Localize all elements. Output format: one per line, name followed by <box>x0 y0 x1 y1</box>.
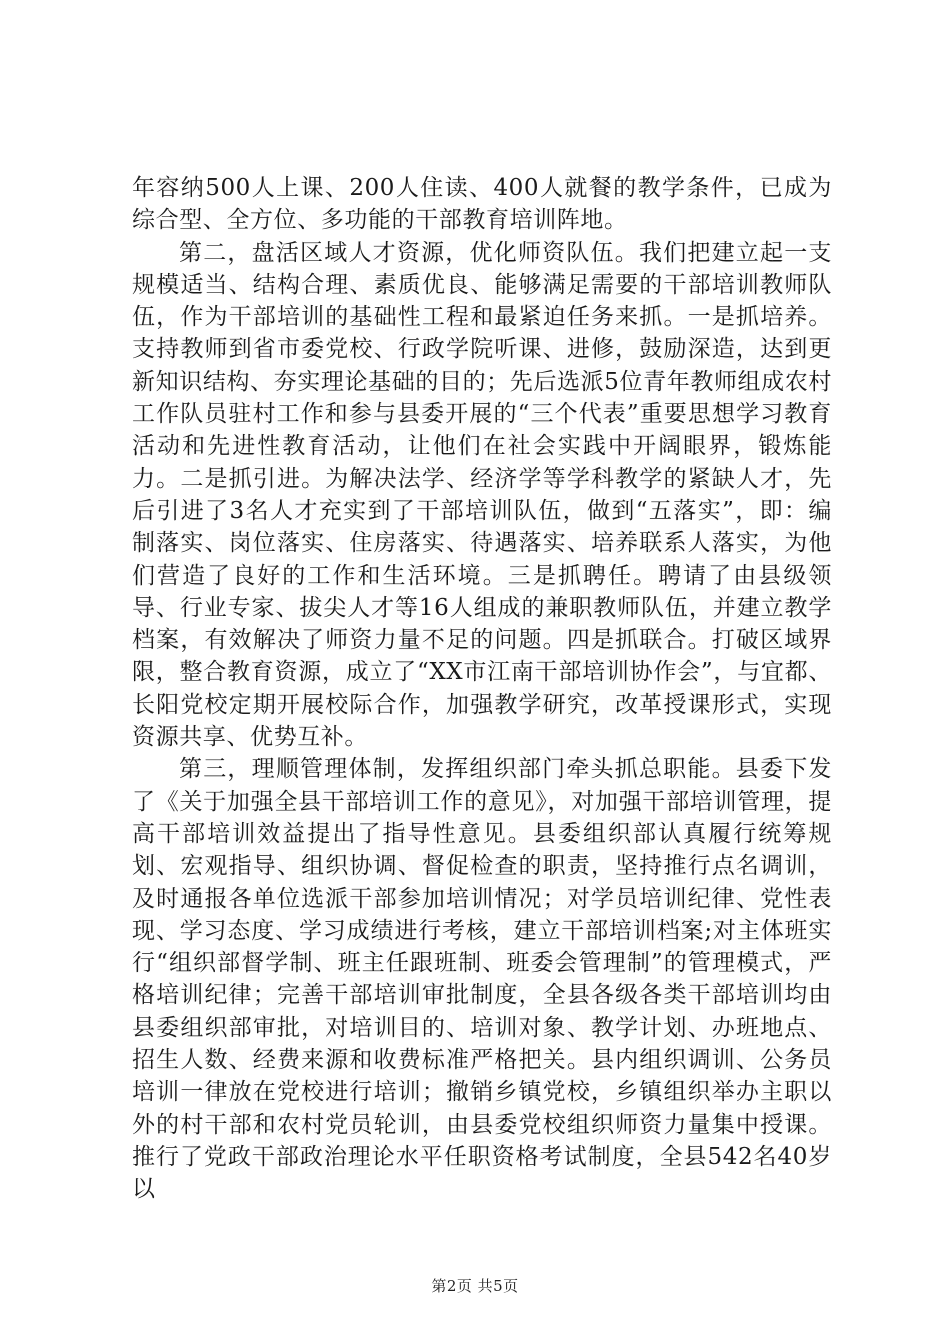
paragraph-third-point: 第三，理顺管理体制，发挥组织部门牵头抓总职能。县委下发了《关于加强全县干部培训工作的意见》，对加强干部培训管理，提高干部培训效益提出了指导性意见。县委组织部认真履行统筹规划、宏观指导、组织协调、督促检查的职责，坚持推行点名调训，及时通报各单位选派干部参加培训情况；对学员培训纪律、党性表现、学习态度、学习成绩进行考核，建立干部培训档案;对主体班实行“组织部督学制、班主任跟班制、班委会管理制”的管理模式，严格培训纪律；完善干部培训审批制度，全县各级各类干部培训均由县委组织部审批，对培训目的、培训对象、教学计划、办班地点、招生人数、经费来源和收费标准严格把关。县内组织调训、公务员培训一律放在党校进行培训；撤销乡镇党校，乡镇组织举办主职以外的村干部和农村党员轮训，由县委党校组织师资力量集中授课。推行了党政干部政治理论水平任职资格考试制度，全县542名40岁以 <box>132 756 832 1203</box>
page-number-footer: 第2页 共5页 <box>431 1277 519 1295</box>
document-body <box>132 172 832 1206</box>
paragraph-continuation: 年容纳500人上课、200人住读、400人就餐的教学条件，已成为综合型、全方位、多功能的干部教育培训阵地。 <box>132 175 832 234</box>
paragraph-second-point: 第二，盘活区域人才资源，优化师资队伍。我们把建立起一支规模适当、结构合理、素质优良、能够满足需要的干部培训教师队伍，作为干部培训的基础性工程和最紧迫任务来抓。一是抓培养。支持教师到省市委党校、行政学院听课、进修，鼓励深造，达到更新知识结构、夯实理论基础的目的；先后选派5位青年教师组成农村工作队员驻村工作和参与县委开展的“三个代表”重要思想学习教育活动和先进性教育活动，让他们在社会实践中开阔眼界，锻炼能力。二是抓引进。为解决法学、经济学等学科教学的紧缺人才，先后引进了3名人才充实到了干部培训队伍，做到“五落实”，即：编制落实、岗位落实、住房落实、待遇落实、培养联系人落实，为他们营造了良好的工作和生活环境。三是抓聘任。聘请了由县级领导、行业专家、拔尖人才等16人组成的兼职教师队伍，并建立教学档案，有效解决了师资力量不足的问题。四是抓联合。打破区域界限，整合教育资源，成立了“XX市江南干部培训协作会”，与宜都、长阳党校定期开展校际合作，加强教学研究，改革授课形式，实现资源共享、优势互补。 <box>132 239 832 751</box>
